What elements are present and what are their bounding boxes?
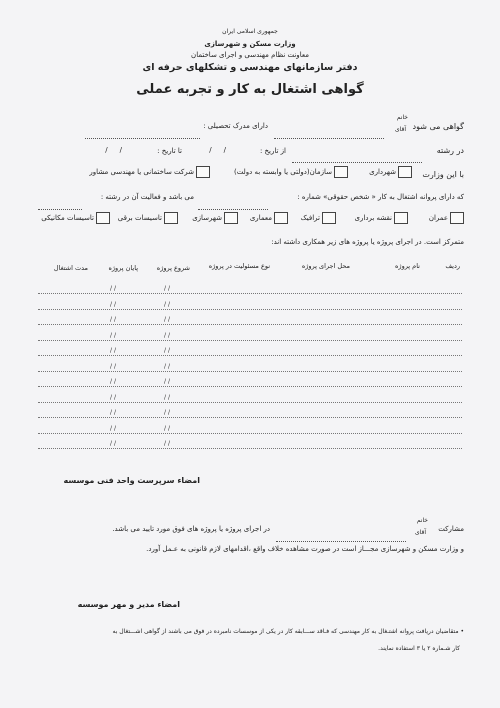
field-checkbox-mechanical[interactable]: تاسیسات مکانیکی [41,212,110,224]
field-checkbox-urban-planning[interactable]: شهرسازی [192,212,238,224]
field-checkbox-electrical[interactable]: تاسیسات برقی [118,212,178,224]
table-row[interactable] [38,340,462,341]
khanom-label-1: خانم [396,114,408,121]
table-row[interactable] [38,417,462,418]
header-line-4: دفتر سازمانهای مهندسی و تشکلهای حرفه ای [142,62,358,73]
end-date-mark[interactable]: / / [110,362,116,370]
license-number-field[interactable] [198,191,268,210]
municipality-checkbox[interactable]: شهرداری [369,166,412,178]
table-row[interactable] [38,448,462,449]
header-line-2: وزارت مسکن و شهرسازی [204,40,296,48]
table-row[interactable] [38,324,462,325]
partnership-label: مشارکت [438,525,464,533]
activity-field[interactable] [38,191,82,210]
table-row[interactable] [38,402,462,403]
end-date-mark[interactable]: / / [110,285,116,292]
end-date-mark[interactable]: / / [110,409,116,416]
start-date-mark[interactable]: / / [164,362,170,370]
end-date-mark[interactable]: / / [110,316,116,323]
col-header-row: ردیف [445,262,460,270]
checkbox-square [334,166,348,178]
director-signature-stamp: امضاء مدیر و مهر موسسه [77,600,180,609]
khanom-label-2: خانم [416,517,428,524]
table-row[interactable] [38,309,462,310]
col-header-start: شروع پروژه [156,264,190,272]
to-date-field[interactable]: // [105,146,134,154]
partner-name-field[interactable] [276,523,406,542]
activity-label: می باشد و فعالیت آن در رشته : [100,193,194,201]
projects-intro: متمرکز است. در اجرای پروژه یا پروژه های زیر همکاری داشته اند: [271,238,464,246]
start-date-mark[interactable]: / / [164,300,170,308]
start-date-mark[interactable]: / / [164,424,170,432]
header-line-3: معاونت نظام مهندسی و اجرای ساختمان [191,51,309,59]
name-field[interactable] [274,120,384,139]
col-header-project-name: نام پروژه [395,262,420,270]
end-date-mark[interactable]: / / [110,347,116,354]
partnership-text-1: در اجرای پروژه یا پروژه های فوق مورد تایید می باشد. [112,525,270,533]
field-checkbox-surveying[interactable]: نقشه برداری [355,212,408,224]
field-checkbox-traffic[interactable]: ترافیک [301,212,336,224]
with-ministry-label: با این وزارت [422,170,464,179]
partnership-text-2: و وزارت مسکن و شهرسازی مجـــاز است در صورت مشاهده خلاف واقع ،اقدامهای لازم قانونی به عـمل آورد. [146,545,464,553]
col-header-responsibility: نوع مسئولیت در پروژه [208,262,270,270]
page-title: گواهی اشتغال به کار و تجربه عملی [136,82,364,97]
field-label: در رشته [436,146,464,155]
end-date-mark[interactable]: / / [110,440,116,447]
from-date-label: از تاریخ : [259,147,286,155]
field-checkbox-civil[interactable]: عمران [429,212,464,224]
start-date-mark[interactable]: / / [164,331,170,339]
organization-checkbox[interactable]: سازمان(دولتی یا وابسته به دولت) [234,166,348,178]
table-row[interactable] [38,293,462,294]
to-date-label: تا تاریخ : [157,147,182,155]
start-date-mark[interactable]: / / [164,393,170,401]
degree-field[interactable] [85,120,200,139]
license-label: که دارای پروانه اشتغال به کار « شخص حقوقی» شماره : [297,193,464,201]
note-line-1: • متقاضیان دریافت پروانه اشتـغال به کار مهندسی که فـاقد ســـابقه کار در یکی از موسسات نامبرده در فوق می باشند از گواهی اشـــتغال به [112,628,464,635]
agha-label-2: آقای [414,529,426,536]
note-line-2: کار شـماره ۲ یا ۳ استفاده نمایند. [378,645,460,652]
table-row[interactable] [38,371,462,372]
col-header-end: پایان پروژه [108,264,138,272]
checkbox-square [398,166,412,178]
start-date-mark[interactable]: / / [164,285,170,292]
col-header-location: محل اجرای پروژه [301,262,350,270]
table-row[interactable] [38,433,462,434]
field-input[interactable] [292,144,422,163]
agha-label-1: آقای [394,126,406,133]
end-date-mark[interactable]: / / [110,393,116,401]
end-date-mark[interactable]: / / [110,331,116,339]
header-line-1: جمهوری اسلامی ایران [222,28,278,35]
field-checkbox-architecture[interactable]: معماری [250,212,288,224]
table-row[interactable] [38,355,462,356]
col-header-duration: مدت اشتغال [53,264,88,272]
start-date-mark[interactable]: / / [164,347,170,354]
end-date-mark[interactable]: / / [110,424,116,432]
table-row[interactable] [38,386,462,387]
start-date-mark[interactable]: / / [164,409,170,416]
company-checkbox[interactable]: شرکت ساختمانی یا مهندسی مشاور [89,166,210,178]
degree-label: دارای مدرک تحصیلی : [203,122,268,130]
start-date-mark[interactable]: / / [164,316,170,323]
checkbox-square [196,166,210,178]
start-date-mark[interactable]: / / [164,440,170,447]
technical-supervisor-signature: امضاء سرپرست واحد فنی موسسه [63,476,200,485]
end-date-mark[interactable]: / / [110,300,116,308]
end-date-mark[interactable]: / / [110,378,116,385]
start-date-mark[interactable]: / / [164,378,170,385]
certify-label: گواهی می شود [412,122,464,131]
from-date-field[interactable]: // [209,146,238,154]
